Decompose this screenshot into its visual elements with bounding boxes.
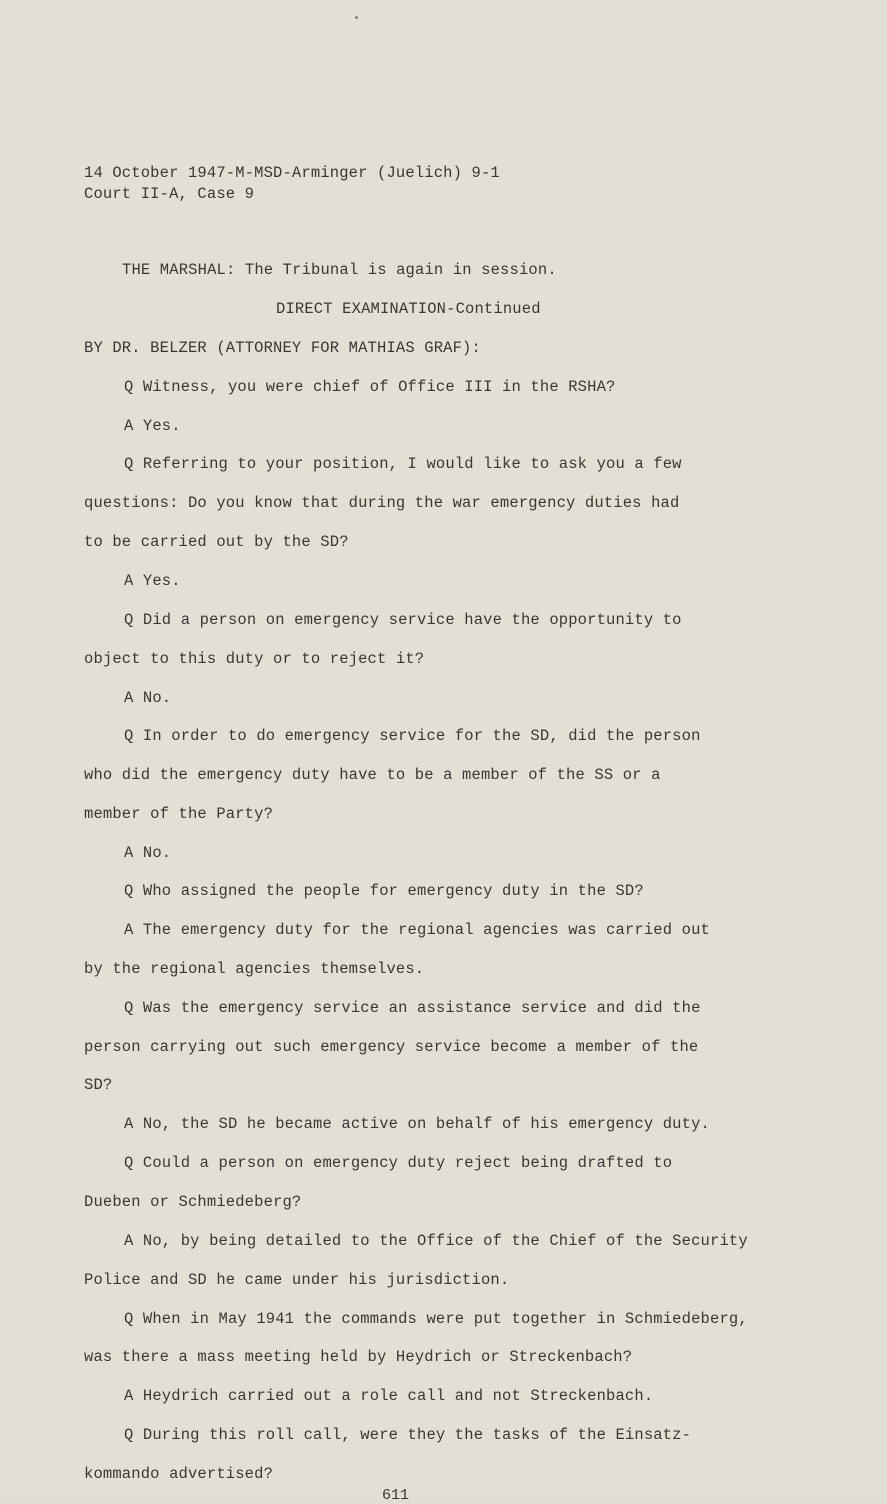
transcript-line: Q Who assigned the people for emergency duty in the SD? [124,882,644,900]
transcript-line: member of the Party? [84,805,274,823]
transcript-line: Dueben or Schmiedeberg? [84,1193,302,1211]
transcript-line: Q Witness, you were chief of Office III in the RSHA? [124,378,616,396]
transcript-line: A Heydrich carried out a role call and not Streckenbach. [124,1387,654,1405]
transcript-line: Q Referring to your position, I would like to ask you a few [124,455,682,473]
header-line-2: Court II-A, Case 9 [84,185,255,203]
transcript-line: who did the emergency duty have to be a member of the SS or a [84,766,661,784]
transcript-line: A No, the SD he became active on behalf of his emergency duty. [124,1115,710,1133]
transcript-line: A No. [124,689,172,707]
transcript-line: A Yes. [124,417,181,435]
transcript-line: Q When in May 1941 the commands were put together in Schmiedeberg, [124,1310,748,1328]
transcript-line: to be carried out by the SD? [84,533,349,551]
transcript-line: A No. [124,844,172,862]
examiner-line: BY DR. BELZER (ATTORNEY FOR MATHIAS GRAF): [84,339,481,357]
transcript-line: Police and SD he came under his jurisdiction. [84,1271,510,1289]
paper-speck [355,16,358,19]
transcript-line: Q During this roll call, were they the tasks of the Einsatz- [124,1426,692,1444]
transcript-line: object to this duty or to reject it? [84,650,425,668]
marshal-statement: THE MARSHAL: The Tribunal is again in session. [122,261,557,279]
transcript-line: A Yes. [124,572,181,590]
transcript-line: A The emergency duty for the regional agencies was carried out [124,921,710,939]
transcript-line: person carrying out such emergency service become a member of the [84,1038,699,1056]
transcript-line: was there a mass meeting held by Heydrich or Streckenbach? [84,1348,633,1366]
transcript-line: SD? [84,1076,113,1094]
page-number: 611 [382,1487,410,1504]
transcript-line: Q Was the emergency service an assistance service and did the [124,999,701,1017]
transcript-line: questions: Do you know that during the war emergency duties had [84,494,680,512]
section-heading: DIRECT EXAMINATION-Continued [276,300,541,318]
transcript-line: Q Did a person on emergency service have the opportunity to [124,611,682,629]
header-line-1: 14 October 1947-M-MSD-Arminger (Juelich) 9-1 [84,164,500,182]
transcript-line: by the regional agencies themselves. [84,960,425,978]
transcript-line: A No, by being detailed to the Office of the Chief of the Security [124,1232,748,1250]
transcript-line: Q In order to do emergency service for the SD, did the person [124,727,701,745]
transcript-line: kommando advertised? [84,1465,274,1483]
transcript-line: Q Could a person on emergency duty reject being drafted to [124,1154,673,1172]
